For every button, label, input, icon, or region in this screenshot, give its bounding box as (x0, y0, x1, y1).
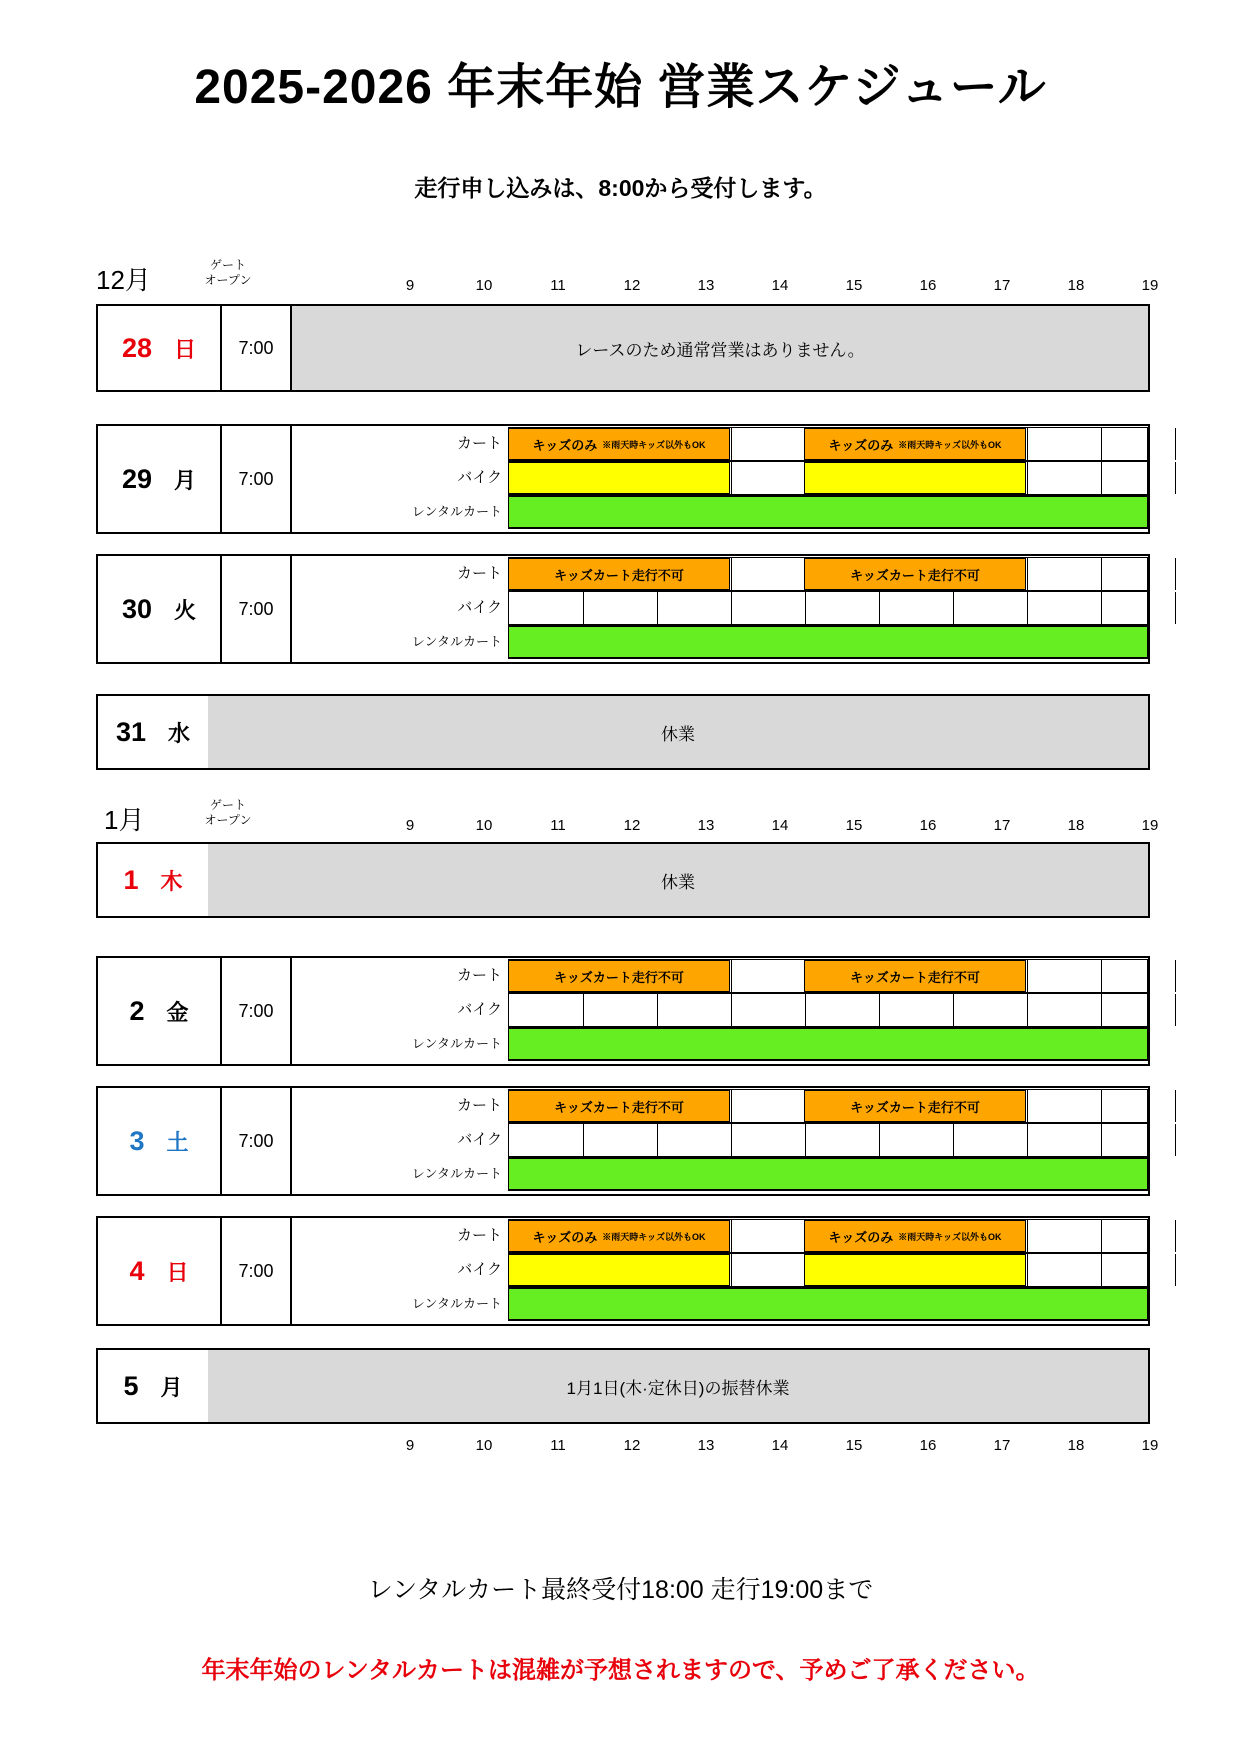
axis-tick: 9 (405, 277, 415, 294)
footer-note-rental: レンタルカート最終受付18:00 走行19:00まで (367, 1576, 874, 1604)
time-axis-bottom (405, 1437, 1159, 1455)
closed-banner: 休業 (208, 844, 1148, 916)
date-number: 29 (121, 463, 153, 494)
row-label-rental: レンタルカート (411, 634, 502, 649)
day-row-jan-3 (96, 1086, 1150, 1196)
axis-tick: 10 (475, 817, 493, 834)
bar-kids-cart-not-allowed (804, 1090, 1026, 1122)
date-dayofweek: 日 (166, 1259, 189, 1285)
axis-tick: 14 (771, 1437, 789, 1454)
row-label-rental: レンタルカート (411, 1166, 502, 1181)
row-label-cart: カート (456, 967, 502, 984)
axis-tick: 11 (550, 277, 566, 294)
gate-open-time: 7:00 (222, 958, 292, 1064)
axis-tick: 13 (697, 277, 715, 294)
gate-open-time: 7:00 (222, 1088, 292, 1194)
date-dayofweek: 日 (174, 336, 197, 362)
timeline-row-cart (456, 557, 1148, 591)
date-cell (98, 844, 208, 916)
time-axis-january (405, 817, 1159, 835)
bar-label: キッズカート走行不可 (850, 969, 980, 985)
bar-note: ※雨天時キッズ以外もOK (898, 1231, 1002, 1242)
axis-tick: 12 (623, 817, 641, 834)
axis-tick: 13 (697, 1437, 715, 1454)
axis-tick: 14 (771, 817, 789, 834)
gate-open-header-line2: オープン (204, 813, 252, 827)
axis-tick: 17 (993, 817, 1011, 834)
bar-kids-cart-not-allowed: キッズカート走行不可 (508, 558, 730, 590)
date-cell (98, 958, 222, 1064)
date-number: 28 (121, 332, 153, 363)
axis-tick: 19 (1141, 817, 1159, 834)
day-row-jan-1 (96, 842, 1150, 918)
timeline-rows (411, 958, 1148, 1064)
axis-tick: 17 (993, 277, 1011, 294)
date-dayofweek: 月 (160, 1374, 183, 1400)
bar-bike-session (508, 462, 730, 494)
gate-open-time: 7:00 (222, 556, 292, 662)
axis-tick: 19 (1141, 1437, 1159, 1454)
axis-tick: 14 (771, 277, 789, 294)
page-title: 2025-2026 年末年始 営業スケジュール (194, 61, 1047, 114)
date-number: 5 (123, 1370, 139, 1401)
date-cell (98, 1218, 222, 1324)
timeline-row-cart (456, 427, 1148, 461)
axis-tick: 15 (845, 817, 863, 834)
bar-bike-session (804, 1254, 1026, 1286)
gate-open-time: 7:00 (222, 1218, 292, 1324)
row-label-cart: カート (456, 435, 502, 452)
timeline-row-rental (411, 1157, 1148, 1191)
axis-tick: 10 (475, 1437, 493, 1454)
gate-open-header-line1: ゲート (209, 258, 246, 272)
axis-tick: 12 (623, 1437, 641, 1454)
bar-rental-kart (508, 1028, 1148, 1060)
axis-tick: 12 (623, 277, 641, 294)
row-label-cart: カート (456, 1227, 502, 1244)
day-row-dec-28 (96, 304, 1150, 392)
bar-bike-session (508, 1254, 730, 1286)
date-cell (98, 1088, 222, 1194)
bar-rental-kart (508, 1158, 1148, 1190)
row-label-bike: バイク (457, 1131, 502, 1148)
timeline-grid (508, 591, 1148, 625)
axis-tick: 16 (919, 277, 937, 294)
date-number: 3 (129, 1125, 145, 1156)
bar-kids-cart-not-allowed (508, 1090, 730, 1122)
date-number: 31 (115, 716, 147, 747)
bar-rental-kart (508, 1288, 1148, 1320)
date-cell (98, 306, 222, 390)
day-row-jan-4 (96, 1216, 1150, 1326)
day-row-jan-5 (96, 1348, 1150, 1424)
bar-kids-cart-not-allowed (804, 558, 1026, 590)
timeline-row-bike (457, 591, 1148, 625)
timeline-row-rental (411, 495, 1148, 529)
row-label-rental: レンタルカート (411, 504, 502, 519)
row-label-bike: バイク (457, 1001, 502, 1018)
row-label-cart: カート (456, 565, 502, 582)
bar-rental-kart (508, 496, 1148, 528)
row-label-rental: レンタルカート (411, 1296, 502, 1311)
timeline-row-cart (456, 959, 1148, 993)
gate-open-header-january (188, 798, 268, 828)
axis-tick: 11 (550, 1437, 566, 1454)
month-label-december: 12月 (96, 265, 151, 295)
timeline-rows (411, 556, 1148, 662)
bar-kids-cart-not-allowed (804, 960, 1026, 992)
date-number: 4 (129, 1255, 145, 1286)
bar-label: キッズのみ (828, 437, 894, 453)
bar-rental-kart (508, 626, 1148, 658)
axis-tick: 10 (475, 277, 493, 294)
date-cell (98, 1350, 208, 1422)
bar-bike-session (804, 462, 1026, 494)
bar-label: キッズカート走行不可 (850, 1099, 980, 1115)
gate-open-time: 7:00 (222, 426, 292, 532)
bar-label: キッズのみ (532, 437, 598, 453)
day-row-dec-29 (96, 424, 1150, 534)
timeline-row-rental (411, 1027, 1148, 1061)
axis-tick: 9 (405, 817, 415, 834)
closed-banner: 1月1日(木·定休日)の振替休業 (208, 1350, 1148, 1422)
date-cell (98, 696, 208, 768)
axis-tick: 19 (1141, 277, 1159, 294)
bar-label: キッズカート走行不可 (850, 567, 980, 583)
timeline-row-cart (456, 1219, 1148, 1253)
closed-banner: 休業 (208, 696, 1148, 768)
axis-tick: 17 (993, 1437, 1011, 1454)
timeline-rows (411, 1088, 1148, 1194)
bar-label: キッズのみ (828, 1229, 894, 1245)
date-dayofweek: 月 (174, 467, 197, 493)
bar-note: ※雨天時キッズ以外もOK (898, 439, 1002, 450)
date-cell (98, 426, 222, 532)
row-label-cart: カート (456, 1097, 502, 1114)
date-number: 2 (129, 995, 145, 1026)
gate-open-header-line1: ゲート (209, 798, 246, 812)
timeline-row-bike (457, 1123, 1148, 1157)
timeline-row-rental (411, 625, 1148, 659)
bar-kids-only (508, 1220, 730, 1252)
timeline-row-bike (457, 1253, 1148, 1287)
timeline-row-bike (457, 461, 1148, 495)
axis-tick: 15 (845, 277, 863, 294)
date-dayofweek: 水 (168, 720, 191, 746)
row-label-bike: バイク (457, 469, 502, 486)
bar-label: キッズのみ (532, 1229, 598, 1245)
day-row-dec-30 (96, 554, 1150, 664)
bar-note: ※雨天時キッズ以外もOK (602, 1231, 706, 1242)
time-axis-december (405, 277, 1159, 295)
axis-tick: 11 (550, 817, 566, 834)
bar-kids-only (804, 428, 1026, 460)
axis-tick: 18 (1067, 277, 1085, 294)
bar-note: ※雨天時キッズ以外もOK (602, 439, 706, 450)
timeline-row-cart (456, 1089, 1148, 1123)
date-dayofweek: 土 (166, 1129, 189, 1155)
day-row-jan-2 (96, 956, 1150, 1066)
axis-tick: 16 (919, 1437, 937, 1454)
axis-tick: 9 (405, 1437, 415, 1454)
row-label-bike: バイク (457, 599, 502, 616)
axis-tick: 16 (919, 817, 937, 834)
axis-tick: 18 (1067, 817, 1085, 834)
gate-open-header-line2: オープン (204, 273, 252, 287)
timeline-grid (508, 1123, 1148, 1157)
timeline-row-bike (457, 993, 1148, 1027)
timeline-rows (411, 1218, 1148, 1324)
page-subtitle: 走行申し込みは、8:00から受付します。 (414, 175, 827, 201)
date-dayofweek: 火 (174, 597, 197, 623)
bar-label: キッズカート走行不可 (554, 1099, 684, 1115)
timeline-grid (508, 993, 1148, 1027)
day-row-dec-31 (96, 694, 1150, 770)
date-number: 1 (123, 864, 139, 895)
row-label-rental: レンタルカート (411, 1036, 502, 1051)
bar-label: キッズカート走行不可 (554, 969, 684, 985)
notice-banner: レースのため通常営業はありません。 (292, 306, 1148, 390)
footer-note-congestion: 年末年始のレンタルカートは混雑が予想されますので、予めご了承ください。 (201, 1657, 1040, 1684)
bar-kids-cart-not-allowed (508, 960, 730, 992)
gate-open-header-december (188, 258, 268, 288)
date-dayofweek: 木 (160, 868, 183, 894)
gate-open-time: 7:00 (222, 306, 292, 390)
date-dayofweek: 金 (166, 999, 189, 1025)
axis-tick: 18 (1067, 1437, 1085, 1454)
timeline-row-rental (411, 1287, 1148, 1321)
timeline-rows (411, 426, 1148, 532)
month-label-january: 1月 (104, 805, 145, 835)
date-cell (98, 556, 222, 662)
row-label-bike: バイク (457, 1261, 502, 1278)
date-number: 30 (121, 593, 153, 624)
bar-kids-only (508, 428, 730, 460)
bar-kids-only (804, 1220, 1026, 1252)
axis-tick: 15 (845, 1437, 863, 1454)
axis-tick: 13 (697, 817, 715, 834)
